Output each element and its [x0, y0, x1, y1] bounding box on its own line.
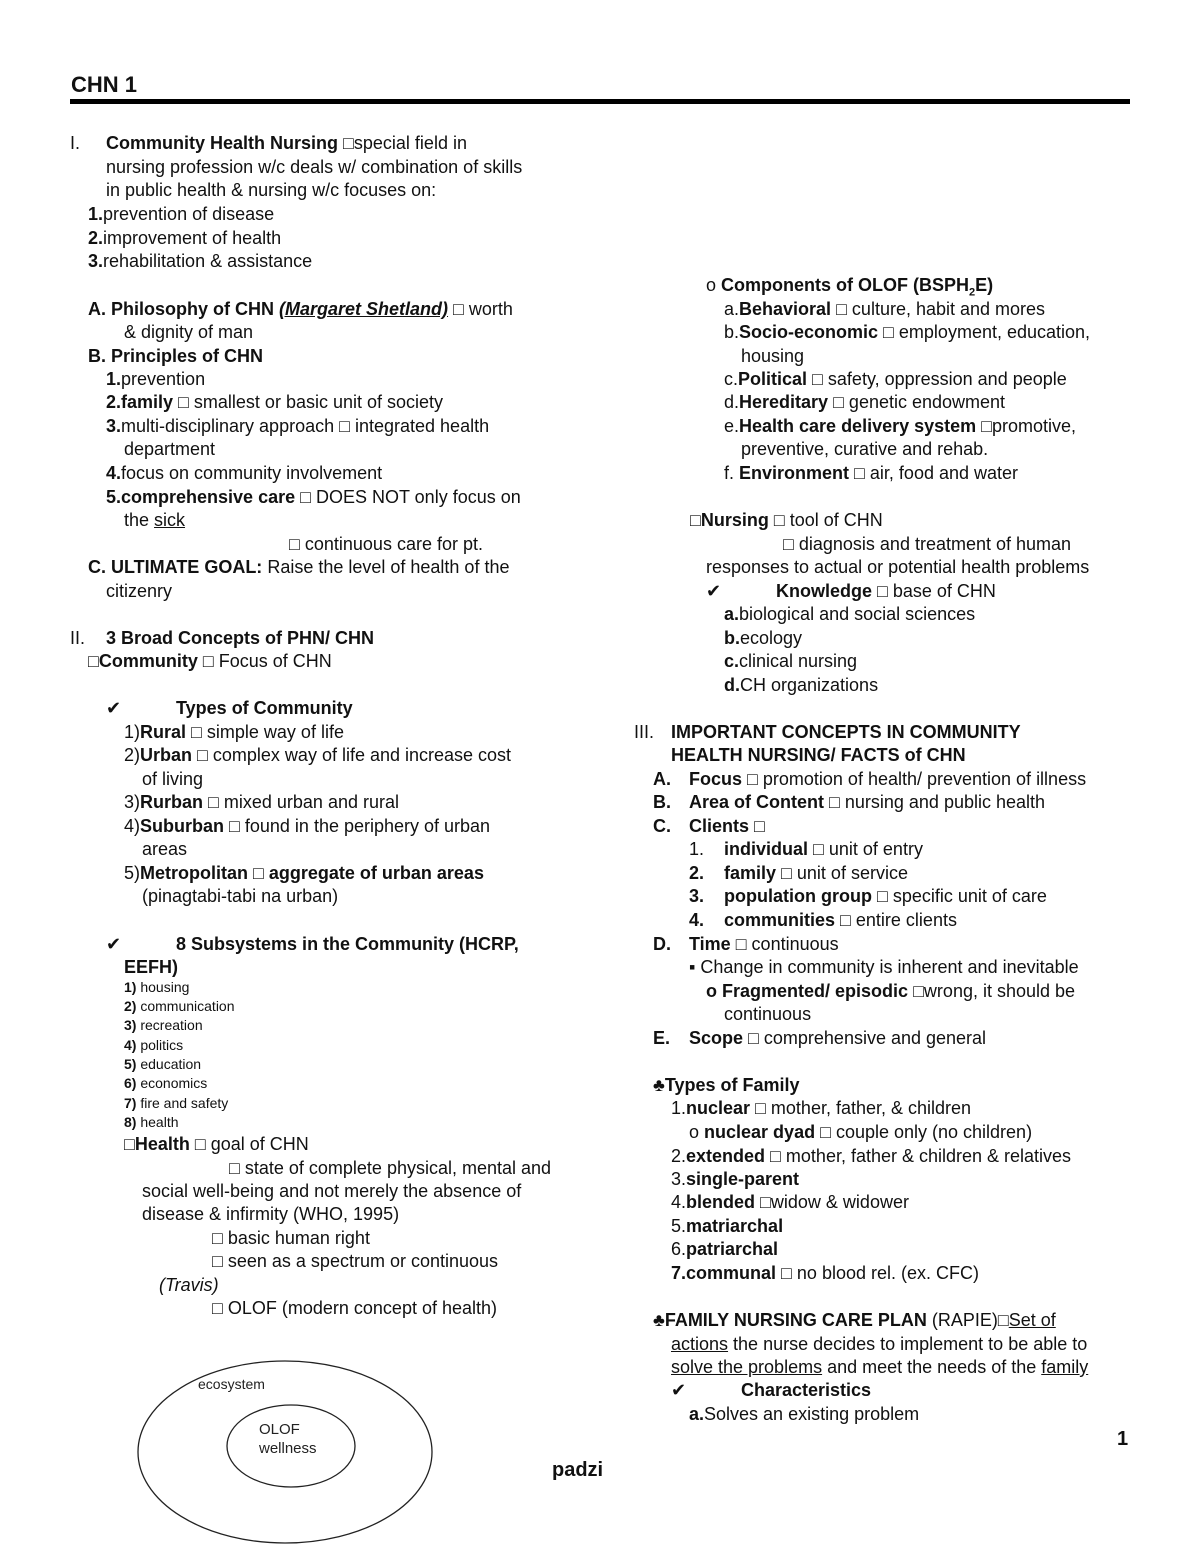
nursing-def-line: responses to actual or potential health problems [706, 557, 1090, 577]
subsystem-item [124, 1016, 203, 1035]
list-text: multi-disciplinary approach □ integrated health [121, 416, 490, 436]
health-def-line: □ OLOF (modern concept of health) [212, 1298, 498, 1318]
list-term: Behavioral [739, 299, 832, 319]
list-number: 6) [124, 1075, 137, 1091]
list-number: 1. [88, 204, 104, 224]
list-term: patriarchal [686, 1239, 779, 1259]
list-number: 5. [671, 1216, 687, 1236]
list-text: □ air, food and water [849, 463, 1019, 483]
subsystem-item [124, 978, 189, 997]
list-term: family [724, 863, 777, 883]
list-text: □ unit of service [776, 863, 908, 883]
health-def-line: social well-being and not merely the absence of [142, 1181, 522, 1201]
list-text: improvement of health [103, 228, 282, 248]
checkmark-icon: ✔ [706, 581, 722, 601]
chn-definition: □special field in [343, 133, 467, 153]
list-term: Focus [689, 769, 743, 789]
list-term: Health care delivery system [739, 416, 977, 436]
knowledge-label: Knowledge [776, 581, 873, 601]
list-text: □ [749, 816, 765, 836]
philosophy-line-2: & dignity of man [124, 322, 254, 342]
list-text: □ aggregate of urban areas [248, 863, 484, 883]
family-type [671, 1238, 778, 1262]
list-text: Solves an existing problem [704, 1404, 920, 1424]
list-text: □ mother, father & children & relatives [765, 1146, 1072, 1166]
list-term: Clients [689, 816, 750, 836]
philosophy-line [88, 298, 513, 322]
list-text: □ specific unit of care [871, 886, 1047, 906]
list-term: Political [738, 369, 808, 389]
subsystems-heading-cont: EEFH) [124, 957, 178, 977]
list-number: 5) [124, 1056, 137, 1072]
fncp-text-underlined: family [1041, 1357, 1089, 1377]
list-text: □ no blood rel. (ex. CFC) [776, 1263, 979, 1283]
page-number: 1 [1117, 1428, 1129, 1450]
section-numeral: II. [70, 628, 86, 648]
types-of-family-heading: Types of Family [664, 1075, 800, 1095]
philosophy-author: (Margaret Shetland) [279, 299, 449, 319]
list-number: 8) [124, 1114, 137, 1130]
list-letter: B. [653, 792, 671, 812]
list-text: □ genetic endowment [828, 392, 1006, 412]
list-text-underlined: sick [154, 510, 186, 530]
goal-text-cont: citizenry [106, 581, 173, 601]
list-number: 7. [671, 1263, 687, 1283]
olof-item [724, 321, 1090, 345]
olof-item [724, 462, 1018, 486]
olof-item-cont: housing [741, 346, 805, 366]
list-text: recreation [140, 1017, 203, 1033]
time-subitem [689, 956, 1079, 980]
list-letter: a. [724, 299, 740, 319]
list-text: biological and social sciences [739, 604, 976, 624]
subsystems-heading: 8 Subsystems in the Community (HCRP, [176, 934, 519, 954]
list-text: □ comprehensive and general [743, 1028, 987, 1048]
family-type [671, 1168, 799, 1192]
list-text: □wrong, it should be [908, 981, 1076, 1001]
list-letter: a. [724, 604, 740, 624]
list-number: 3) [124, 1017, 137, 1033]
list-number: 2) [124, 745, 141, 765]
principle-item [106, 462, 382, 486]
principle-item [106, 486, 521, 510]
fncp-text: (RAPIE)□ [926, 1310, 1009, 1330]
list-term: extended [686, 1146, 766, 1166]
client-number: 3. [689, 886, 705, 906]
family-type [671, 1262, 979, 1286]
chn-definition-line: in public health & nursing w/c focuses on: [106, 180, 437, 200]
subsystem-item [124, 1036, 183, 1055]
knowledge-line [776, 580, 996, 604]
list-number: 2) [124, 998, 137, 1014]
list-text: Change in community is inherent and inevitable [700, 957, 1079, 977]
list-term: individual [724, 839, 809, 859]
list-term: single-parent [686, 1169, 800, 1189]
philosophy-text: □ worth [448, 299, 513, 319]
goal-label: C. ULTIMATE GOAL: [88, 557, 263, 577]
philosophy-label: A. Philosophy of CHN [88, 299, 279, 319]
header-divider [70, 99, 1130, 104]
fncp-line-3 [671, 1356, 1088, 1380]
list-letter: A. [653, 769, 671, 789]
subsystem-item [124, 1055, 201, 1074]
list-text: □promotive, [976, 416, 1077, 436]
client-number: 4. [689, 910, 705, 930]
list-text: economics [140, 1075, 208, 1091]
principle-item [106, 391, 443, 415]
list-letter: c. [724, 369, 739, 389]
list-text: communication [140, 998, 235, 1014]
section-1-first-line [106, 132, 467, 156]
list-letter: C. [653, 816, 671, 836]
fncp-text: and meet the needs of the [822, 1357, 1042, 1377]
list-item [88, 227, 281, 251]
footer-author: padzi [552, 1459, 604, 1481]
list-number: 4. [106, 463, 122, 483]
health-label: Health [134, 1134, 190, 1154]
list-letter: e. [724, 416, 740, 436]
olof-item-cont: preventive, curative and rehab. [741, 439, 989, 459]
list-term: Socio-economic [739, 322, 879, 342]
checkmark-icon: ✔ [106, 934, 122, 954]
list-item [88, 250, 312, 274]
knowledge-item [724, 674, 878, 698]
list-term: Fragmented/ episodic [722, 981, 909, 1001]
list-letter: b. [724, 628, 740, 648]
health-text: □ goal of CHN [189, 1134, 309, 1154]
olof-ecosystem-diagram [135, 1358, 435, 1546]
subsystem-item [124, 1074, 207, 1093]
chn-definition-line: nursing profession w/c deals w/ combination of skills [106, 157, 523, 177]
list-number: 5) [124, 863, 141, 883]
list-letter: c. [724, 651, 740, 671]
health-line [124, 1133, 309, 1157]
list-letter: a. [689, 1404, 705, 1424]
olof-label: OLOF [259, 1421, 300, 1438]
wellness-label: wellness [259, 1440, 317, 1457]
client-item [724, 909, 957, 933]
fragmented-line-cont: continuous [724, 1004, 812, 1024]
fncp-text-underlined: solve the problems [671, 1357, 823, 1377]
fragmented-line [706, 980, 1075, 1004]
fncp-line-2 [671, 1333, 1087, 1357]
list-text: □widow & widower [755, 1192, 909, 1212]
community-text: □ Focus of CHN [197, 651, 332, 671]
types-of-community-heading: Types of Community [176, 698, 353, 718]
community-type [124, 791, 399, 815]
fact-item [689, 768, 1086, 792]
community-type [124, 815, 490, 839]
list-letter: E. [653, 1028, 671, 1048]
principle-item [106, 368, 205, 392]
list-term: Rurban [140, 792, 204, 812]
fact-item [689, 791, 1045, 815]
nursing-label: Nursing [700, 510, 769, 530]
list-text: □ mother, father, & children [750, 1098, 972, 1118]
checkmark-icon: ✔ [106, 698, 122, 718]
list-term: matriarchal [686, 1216, 784, 1236]
square-bullet-icon: □ [124, 1134, 135, 1154]
principles-heading: B. Principles of CHN [88, 346, 264, 366]
small-square-bullet-icon: ▪ [689, 957, 696, 977]
chn-term: Community Health Nursing [106, 133, 339, 153]
list-text: prevention of disease [103, 204, 275, 224]
circle-bullet-icon: o [706, 275, 717, 295]
health-def-line: disease & infirmity (WHO, 1995) [142, 1204, 400, 1224]
principle-item-cont: □ continuous care for pt. [289, 534, 483, 554]
list-number: 3. [106, 416, 122, 436]
list-number: 3) [124, 792, 141, 812]
list-text: politics [140, 1037, 184, 1053]
section-3-heading: IMPORTANT CONCEPTS IN COMMUNITY [671, 722, 1021, 742]
list-text: □ safety, oppression and people [807, 369, 1067, 389]
knowledge-item [724, 627, 802, 651]
principle-item-cont [124, 509, 185, 533]
list-text: □ promotion of health/ prevention of illness [742, 769, 1087, 789]
list-number: 4) [124, 1037, 137, 1053]
list-term: population group [724, 886, 872, 906]
olof-item [724, 415, 1076, 439]
list-number: 7) [124, 1095, 137, 1111]
club-bullet-icon: ♣ [653, 1310, 665, 1330]
community-type [124, 862, 484, 886]
list-text: the [124, 510, 155, 530]
list-number: 6. [671, 1239, 687, 1259]
community-type-cont: (pinagtabi-tabi na urban) [142, 886, 339, 906]
club-bullet-icon: ♣ [653, 1075, 665, 1095]
list-number: 1. [106, 369, 122, 389]
square-bullet-icon: □ [690, 510, 701, 530]
family-type [671, 1215, 783, 1239]
principle-item-cont: department [124, 439, 216, 459]
section-3-heading-cont: HEALTH NURSING/ FACTS of CHN [671, 745, 966, 765]
list-number: 3. [88, 251, 104, 271]
section-2-heading: 3 Broad Concepts of PHN/ CHN [106, 628, 375, 648]
list-number: 4) [124, 816, 141, 836]
list-term: communities [724, 910, 836, 930]
client-item [724, 862, 908, 886]
list-text: □ entire clients [835, 910, 957, 930]
list-text: clinical nursing [739, 651, 858, 671]
list-letter: f. [724, 463, 735, 483]
list-text: CH organizations [740, 675, 879, 695]
list-term: blended [686, 1192, 756, 1212]
circle-bullet-icon: o [706, 981, 717, 1001]
list-number: 2. [671, 1146, 687, 1166]
community-type-cont: areas [142, 839, 188, 859]
list-number: 5. [106, 487, 122, 507]
list-text: □ continuous [730, 934, 839, 954]
family-type [671, 1191, 909, 1215]
list-letter: d. [724, 392, 740, 412]
list-text: rehabilitation & assistance [103, 251, 313, 271]
fncp-line [653, 1309, 1056, 1333]
principle-item [106, 415, 489, 439]
list-item [88, 203, 274, 227]
list-text: □ found in the periphery of urban [224, 816, 491, 836]
list-term: Urban [140, 745, 193, 765]
list-term: communal [686, 1263, 777, 1283]
fncp-text: the nurse decides to implement to be able to [728, 1334, 1088, 1354]
fact-item [689, 933, 839, 957]
community-type-cont: of living [142, 769, 204, 789]
list-term: nuclear [686, 1098, 751, 1118]
subsystem-item [124, 1113, 179, 1132]
list-term: Metropolitan [140, 863, 249, 883]
goal-text: Raise the level of health of the [262, 557, 510, 577]
list-term: Rural [140, 722, 187, 742]
characteristic-item [689, 1403, 919, 1427]
list-text: □ DOES NOT only focus on [295, 487, 521, 507]
nursing-def-line: □ diagnosis and treatment of human [783, 534, 1072, 554]
olof-item [724, 391, 1005, 415]
community-type [124, 744, 511, 768]
list-term: nuclear dyad [704, 1122, 816, 1142]
list-text: □ culture, habit and mores [831, 299, 1046, 319]
health-def-line: □ basic human right [212, 1228, 370, 1248]
section-numeral: I. [70, 133, 81, 153]
health-def-line: □ seen as a spectrum or continuous [212, 1251, 499, 1271]
list-term: Area of Content [689, 792, 824, 812]
list-text: housing [140, 979, 190, 995]
fact-item [689, 815, 765, 839]
list-term: Scope [689, 1028, 744, 1048]
nursing-text: □ tool of CHN [768, 510, 883, 530]
list-number: 2. [88, 228, 104, 248]
list-text: □ unit of entry [808, 839, 923, 859]
list-text: fire and safety [140, 1095, 229, 1111]
list-text: prevention [121, 369, 206, 389]
page-header-title: CHN 1 [71, 72, 138, 97]
list-number: 2. [106, 392, 122, 412]
ultimate-goal [88, 556, 509, 580]
knowledge-text: □ base of CHN [872, 581, 996, 601]
list-text: ecology [740, 628, 803, 648]
fncp-text-underlined: Set of [1008, 1310, 1056, 1330]
list-number: 1) [124, 979, 137, 995]
health-def-line: □ state of complete physical, mental and [229, 1158, 552, 1178]
list-text: health [140, 1114, 179, 1130]
family-type [671, 1145, 1071, 1169]
list-text: □ simple way of life [186, 722, 344, 742]
subsystem-item [124, 997, 235, 1016]
list-text: education [140, 1056, 202, 1072]
list-text: □ couple only (no children) [815, 1122, 1033, 1142]
olof-heading: Components of OLOF (BSPH [721, 275, 970, 295]
family-type [671, 1097, 971, 1121]
fncp-label: FAMILY NURSING CARE PLAN [664, 1310, 927, 1330]
nursing-line [690, 509, 883, 533]
list-term: family [121, 392, 174, 412]
types-of-family-heading-line [653, 1074, 800, 1098]
list-letter: d. [724, 675, 740, 695]
list-number: 4. [671, 1192, 687, 1212]
olof-item [724, 298, 1045, 322]
ecosystem-label: ecosystem [198, 1376, 265, 1392]
olof-item [724, 368, 1067, 392]
list-term: Environment [739, 463, 850, 483]
olof-heading-end: E) [975, 275, 994, 295]
community-line [88, 650, 332, 674]
client-number: 1. [689, 839, 705, 859]
section-numeral: III. [634, 722, 655, 742]
list-text: □ mixed urban and rural [203, 792, 399, 812]
fact-item [689, 1027, 986, 1051]
list-term: Hereditary [739, 392, 829, 412]
list-letter: D. [653, 934, 671, 954]
olof-heading-subscript: 2 [969, 286, 976, 299]
nuclear-dyad-line [689, 1121, 1032, 1145]
list-term: comprehensive care [121, 487, 296, 507]
client-item [724, 838, 923, 862]
community-type [124, 721, 344, 745]
health-def-line: (Travis) [159, 1275, 219, 1295]
community-label: Community [98, 651, 198, 671]
list-number: 3. [671, 1169, 687, 1189]
list-term: Suburban [140, 816, 225, 836]
list-text: □ complex way of life and increase cost [192, 745, 512, 765]
list-text: □ smallest or basic unit of society [173, 392, 444, 412]
client-number: 2. [689, 863, 705, 883]
list-number: 1. [671, 1098, 687, 1118]
circle-bullet-icon: o [689, 1122, 700, 1142]
square-bullet-icon: □ [88, 651, 99, 671]
knowledge-item [724, 650, 857, 674]
list-text: □ employment, education, [878, 322, 1091, 342]
subsystem-item [124, 1094, 228, 1113]
checkmark-icon: ✔ [671, 1380, 687, 1400]
list-number: 1) [124, 722, 141, 742]
characteristics-heading: Characteristics [741, 1380, 872, 1400]
fncp-text-underlined: actions [671, 1334, 729, 1354]
client-item [724, 885, 1047, 909]
knowledge-item [724, 603, 975, 627]
list-letter: b. [724, 322, 740, 342]
list-text: focus on community involvement [121, 463, 383, 483]
list-term: Time [689, 934, 731, 954]
list-text: □ nursing and public health [824, 792, 1046, 812]
